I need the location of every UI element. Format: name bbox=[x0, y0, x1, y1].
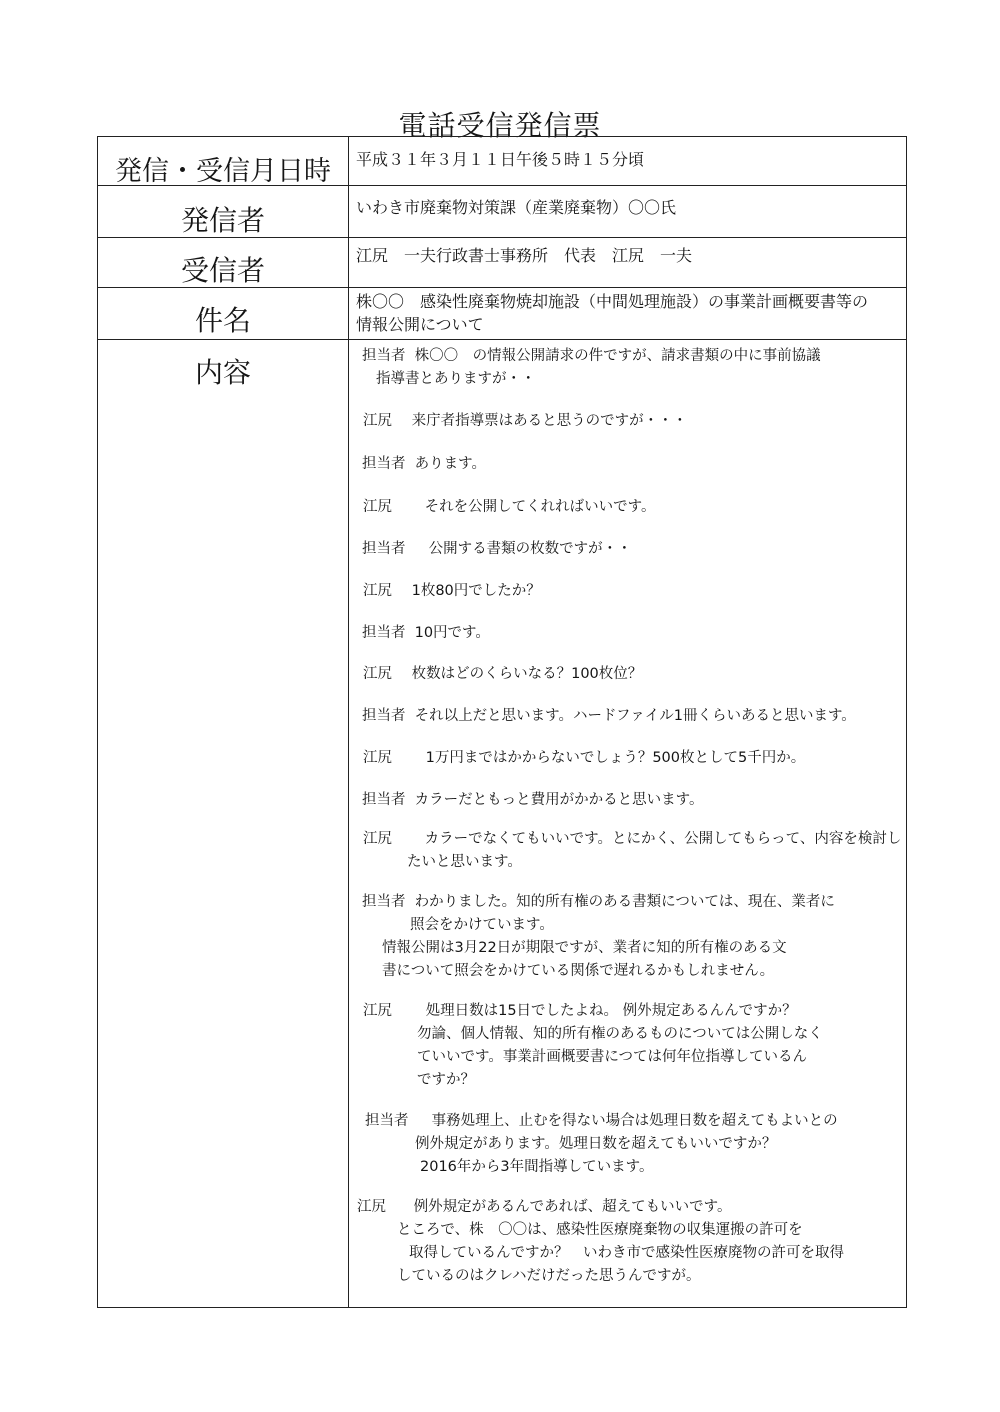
speaker: 担当者 bbox=[362, 894, 406, 910]
dialogue-entry bbox=[363, 1000, 823, 1092]
dialogue-entry bbox=[365, 1110, 838, 1179]
dialogue-entry bbox=[362, 538, 632, 561]
line: あります。 bbox=[414, 456, 486, 472]
line: 照会をかけています。 bbox=[410, 917, 554, 933]
line: ですか？ bbox=[417, 1072, 475, 1088]
line: 1万円まではかからないでしょう？500枚として5千円か。 bbox=[425, 750, 806, 766]
line: それ以上だと思います。ハードファイル1冊くらいあると思います。 bbox=[414, 708, 856, 724]
speaker: 担当者 bbox=[365, 1113, 409, 1129]
line: 枚数はどのくらいなる？100枚位？ bbox=[411, 666, 643, 682]
subject-label: 件名 bbox=[194, 304, 251, 337]
line: それを公開してくれればいいです。 bbox=[424, 499, 656, 515]
line: ていいです。事業計画概要書につては何年位指導しているん bbox=[417, 1049, 808, 1065]
dialogue-entry bbox=[363, 580, 541, 603]
line: 来庁者指導票はあると思うのですが・・・ bbox=[411, 413, 688, 429]
speaker: 担当者 bbox=[362, 541, 406, 557]
dialogue-entry bbox=[362, 345, 821, 391]
speaker: 江尻 bbox=[363, 499, 392, 515]
speaker: 江尻 bbox=[357, 1199, 386, 1215]
line: 公開する書類の枚数ですが・・ bbox=[428, 541, 632, 557]
dialogue-entry bbox=[362, 705, 856, 728]
datetime-label: 発信・受信月日時 bbox=[115, 156, 331, 187]
speaker: 江尻 bbox=[363, 413, 392, 429]
speaker: 江尻 bbox=[363, 666, 392, 682]
document-title: 電話受信発信票 bbox=[398, 109, 602, 142]
line: しているのはクレハだけだった思うんですが。 bbox=[397, 1268, 701, 1284]
dialogue-entry bbox=[362, 891, 835, 983]
speaker: 担当者 bbox=[362, 456, 406, 472]
dialogue-entry bbox=[363, 828, 901, 874]
speaker: 江尻 bbox=[363, 831, 392, 847]
line: 1枚80円でしたか？ bbox=[411, 583, 541, 599]
speaker: 担当者 bbox=[362, 792, 406, 808]
line: 例外規定があるんであれば、超えてもいいです。 bbox=[413, 1199, 732, 1215]
caller-label: 発信者 bbox=[180, 204, 265, 237]
line: 10円です。 bbox=[414, 625, 490, 641]
line: 株〇〇 の情報公開請求の件ですが、請求書類の中に事前協議 bbox=[414, 348, 821, 364]
subject-value-line1: 株〇〇 感染性廃棄物焼却施設（中間処理施設）の事業計画概要書等の bbox=[356, 292, 869, 311]
line: カラーだともっと費用がかかると思います。 bbox=[414, 792, 704, 808]
speaker: 担当者 bbox=[362, 625, 406, 641]
line: 例外規定があります。処理日数を超えてもいいですか？ bbox=[415, 1136, 777, 1152]
line: ところで、株 〇〇は、感染性医療廃棄物の収集運搬の許可を bbox=[397, 1222, 803, 1238]
speaker: 江尻 bbox=[363, 1003, 392, 1019]
caller-value: いわき市廃棄物対策課（産業廃棄物）〇〇氏 bbox=[356, 198, 677, 217]
content-label: 内容 bbox=[194, 356, 251, 389]
column-divider bbox=[348, 137, 349, 1307]
speaker: 担当者 bbox=[362, 348, 406, 364]
row-divider bbox=[98, 339, 906, 340]
datetime-value: 平成３１年３月１１日午後５時１５分頃 bbox=[356, 150, 645, 169]
speaker: 江尻 bbox=[363, 583, 392, 599]
line: 勿論、個人情報、知的所有権のあるものについては公開しなく bbox=[417, 1026, 823, 1042]
dialogue-entry bbox=[363, 747, 805, 770]
line: 処理日数は15日でしたよね。 例外規定あるんんですか？ bbox=[425, 1003, 797, 1019]
line: わかりました。知的所有権のある書類については、現在、業者に bbox=[414, 894, 835, 910]
dialogue-entry bbox=[362, 789, 703, 812]
dialogue-entry bbox=[363, 663, 642, 686]
line: 指導書とありますが・・ bbox=[376, 371, 536, 387]
dialogue-entry bbox=[362, 453, 486, 476]
line: 情報公開は3月22日が期限ですが、業者に知的所有権のある文 bbox=[382, 940, 787, 956]
dialogue-entry bbox=[362, 622, 490, 645]
receiver-label: 受信者 bbox=[180, 254, 265, 287]
line: 取得しているんですか？ いわき市で感染性医療廃物の許可を取得 bbox=[409, 1245, 844, 1261]
subject-value-line2: 情報公開について bbox=[356, 315, 484, 334]
line: 2016年から3年間指導しています。 bbox=[420, 1159, 654, 1175]
speaker: 担当者 bbox=[362, 708, 406, 724]
line: カラーでなくてもいいです。とにかく、公開してもらって、内容を検討し bbox=[424, 831, 902, 847]
line: 書について照会をかけている関係で遅れるかもしれません。 bbox=[382, 963, 775, 979]
speaker: 江尻 bbox=[363, 750, 392, 766]
receiver-value: 江尻 一夫行政書士事務所 代表 江尻 一夫 bbox=[356, 246, 693, 265]
line: 事務処理上、止むを得ない場合は処理日数を超えてもよいとの bbox=[431, 1113, 838, 1129]
dialogue-entry bbox=[363, 496, 655, 519]
dialogue-entry bbox=[363, 410, 687, 433]
dialogue-entry bbox=[357, 1196, 844, 1288]
line: たいと思います。 bbox=[407, 854, 522, 870]
